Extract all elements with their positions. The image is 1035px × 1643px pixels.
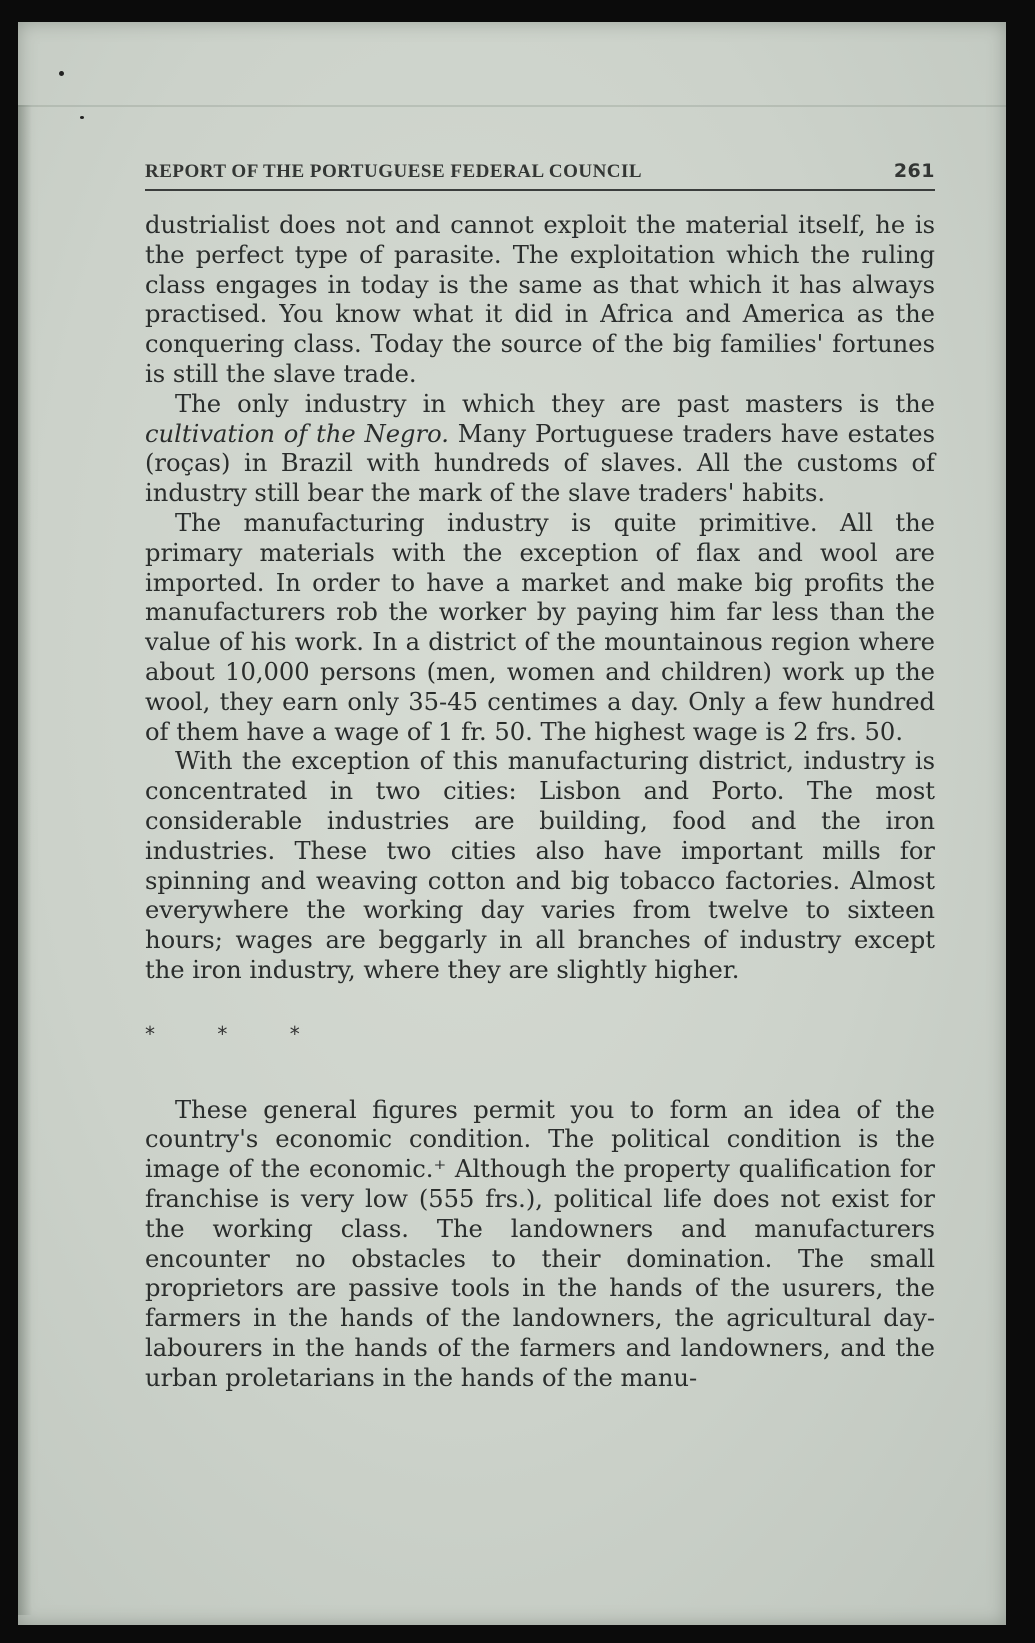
paragraph-2 <box>145 390 935 509</box>
binding-edge <box>18 105 32 1615</box>
running-head-title: REPORT OF THE PORTUGUESE FEDERAL COUNCIL <box>145 161 643 182</box>
running-head <box>145 160 935 191</box>
paragraph-3: The manufacturing industry is quite primitive. All the primary materials with the exception of flax and wool are imported. In order to have a market and make big profits the manufacturers rob the worker by paying him far less than the value of his work. In a district of the mountainous region where about 10,000 persons (men, women and children) work up the wool, they earn only 35-45 centimes a day. Only a few hundred of them have a wage of 1 fr. 50. The highest wage is 2 frs. 50. <box>145 508 935 746</box>
paragraph-1: dustrialist does not and cannot exploit the material itself, he is the perfect type of parasite. The exploitation which the ruling class engages in today is the same as that which it has always practised. You know what it did in Africa and America as the conquering class. Today the source of the big families' fortunes is still the slave trade. <box>145 211 935 388</box>
paragraph-4: With the exception of this manufacturing district, industry is concentrated in two cities: Lisbon and Porto. The most considerable industries are building, food and the iron industries. These two cities also have important mills for spinning and weaving cotton and big tobacco factories. Almost everywhere the working day varies from twelve to sixteen hours; wages are beggarly in all branches of industry except the iron industry, where they are slightly higher. <box>145 747 935 984</box>
paragraph-2-text-end: Many Portuguese traders have estates (roças) in Brazil with hundreds of slaves. All the customs of industry still bear the mark of the slave traders' habits. <box>145 419 935 508</box>
paragraph-2-italic-phrase: cultivation of the Negro. <box>145 419 449 448</box>
paper-fold-line <box>18 105 1006 107</box>
page-number: 261 <box>893 160 935 182</box>
book-page <box>145 160 935 1393</box>
ink-speck <box>80 116 84 119</box>
paragraph-5: These general figures permit you to form an idea of the country's economic condition. The political condition is the image of the economic.⁺ Although the property qualification for franchise is very low (555 frs.), political life does not exist for the working class. The landowners and manufacturers encounter no obstacles to their domination. The small proprietors are passive tools in the hands of the usurers, the farmers in the hands of the landowners, the agricultural day-labourers in the hands of the farmers and landowners, and the urban proletarians in the hands of the manu- <box>145 1095 935 1392</box>
body-text <box>145 211 935 1393</box>
section-separator: * * * <box>145 1021 328 1046</box>
paragraph-2-text-start: The only industry in which they are past masters is the <box>175 389 935 418</box>
ink-speck <box>59 71 64 76</box>
